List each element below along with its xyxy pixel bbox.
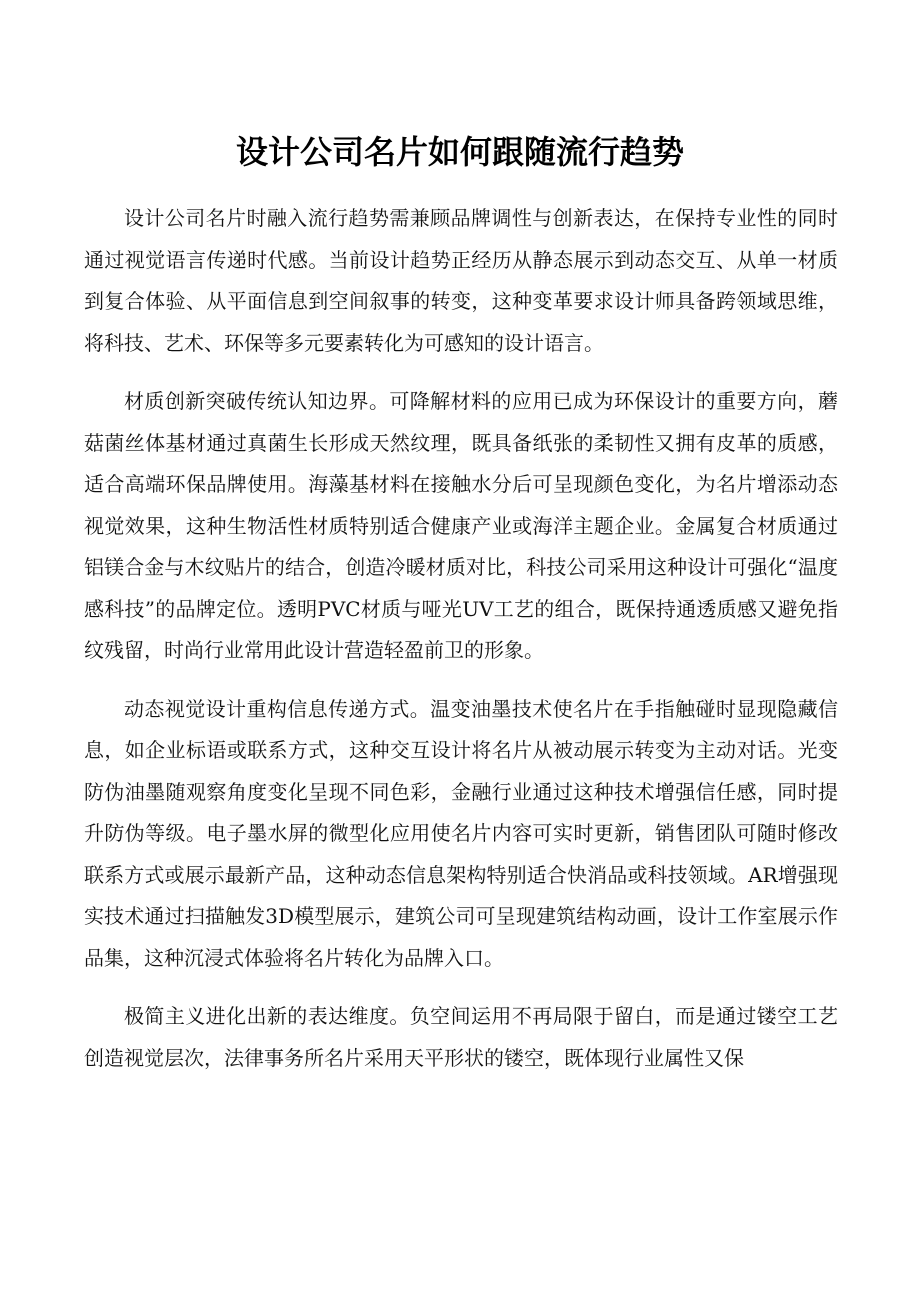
paragraph-material-innovation: 材质创新突破传统认知边界。可降解材料的应用已成为环保设计的重要方向，蘑菇菌丝体基材通过真菌生长形成天然纹理，既具备纸张的柔韧性又拥有皮革的质感，适合高端环保品牌使用。海藻基材料在接触水分后可呈现颜色变化，为名片增添动态视觉效果，这种生物活性材质特别适合健康产业或海洋主题企业。金属复合材质通过铝镁合金与木纹贴片的结合，创造冷暖材质对比，科技公司采用这种设计可强化“温度感科技”的品牌定位。透明PVC材质与哑光UV工艺的组合，既保持通透质感又避免指纹残留，时尚行业常用此设计营造轻盈前卫的形象。	[84, 389, 838, 662]
document-body	[84, 198, 838, 1096]
paragraph-dynamic-visual: 动态视觉设计重构信息传递方式。温变油墨技术使名片在手指触碰时显现隐藏信息，如企业标语或联系方式，这种交互设计将名片从被动展示转变为主动对话。光变防伪油墨随观察角度变化呈现不同色彩，金融行业通过这种技术增强信任感，同时提升防伪等级。电子墨水屏的微型化应用使名片内容可实时更新，销售团队可随时修改联系方式或展示最新产品，这种动态信息架构特别适合快消品或科技领域。AR增强现实技术通过扫描触发3D模型展示，建筑公司可呈现建筑结构动画，设计工作室展示作品集，这种沉浸式体验将名片转化为品牌入口。	[84, 696, 838, 970]
document-title: 设计公司名片如何跟随流行趋势	[235, 133, 684, 171]
paragraph-minimalism: 极简主义进化出新的表达维度。负空间运用不再局限于留白，而是通过镂空工艺创造视觉层次，法律事务所名片采用天平形状的镂空，既体现行业属性又保	[84, 1004, 838, 1070]
paragraph-intro: 设计公司名片时融入流行趋势需兼顾品牌调性与创新表达，在保持专业性的同时通过视觉语言传递时代感。当前设计趋势正经历从静态展示到动态交互、从单一材质到复合体验、从平面信息到空间叙事的转变，这种变革要求设计师具备跨领域思维，将科技、艺术、环保等多元要素转化为可感知的设计语言。	[84, 206, 838, 355]
